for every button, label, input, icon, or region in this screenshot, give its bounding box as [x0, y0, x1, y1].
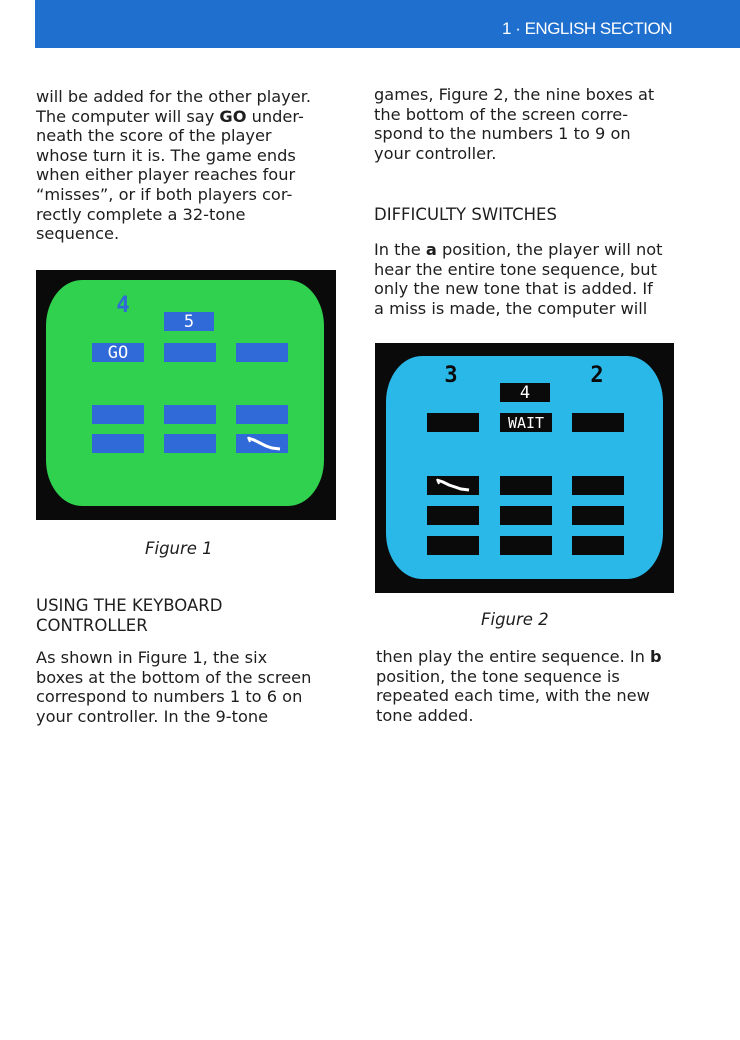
- figure-1-caption: Figure 1: [145, 539, 213, 558]
- figure-2-center-number: 4: [519, 383, 531, 403]
- figure-2-box-row1-right: [572, 413, 624, 432]
- keyboard-controller-paragraph: As shown in Figure 1, the six boxes at the bottom of the screen correspond to numbers 1 to 6 on your controller. In the 9-tone: [36, 648, 312, 726]
- figure-1-image: [36, 270, 336, 520]
- figure-2-box-8: [500, 536, 552, 555]
- difficulty-switches-heading: DIFFICULTY SWITCHES: [374, 205, 557, 224]
- section-header-bar: [35, 0, 740, 48]
- figure-1-center-box: [164, 312, 214, 331]
- figure-2-box-9: [572, 536, 624, 555]
- figure-1-box-row1-center: [164, 343, 216, 362]
- figure-1-center-number: 5: [183, 312, 195, 332]
- figure-2-box-row1-left: [427, 413, 479, 432]
- figure-1-box-row1-right: [236, 343, 288, 362]
- figure-2-score-right: 2: [590, 363, 604, 388]
- figure-1-box-1: [92, 405, 144, 424]
- section-title: 1 · ENGLISH SECTION: [502, 19, 672, 38]
- nine-tone-paragraph: games, Figure 2, the nine boxes at the bottom of the screen corre- spond to the numbers 1 to 9 on your controller.: [374, 85, 655, 163]
- figure-1-box-6: [236, 434, 288, 453]
- touch-icon: [236, 434, 288, 453]
- figure-2-score-left: 3: [444, 363, 458, 388]
- figure-2-image: [375, 343, 674, 593]
- figure-2-box-5: [500, 506, 552, 525]
- figure-1-box-5: [164, 434, 216, 453]
- difficulty-paragraph: In the a position, the player will not hear the entire tone sequence, but only the new tone that is added. If a miss is made, the computer will: [374, 240, 663, 318]
- figure-2-box-2: [500, 476, 552, 495]
- keyboard-controller-heading: USING THE KEYBOARD CONTROLLER: [36, 596, 223, 635]
- touch-icon: [427, 476, 479, 495]
- figure-1-score-left: 4: [116, 293, 130, 318]
- figure-2-wait-label: WAIT: [507, 414, 545, 432]
- sequence-paragraph: then play the entire sequence. In b position, the tone sequence is repeated each time, with the new tone added.: [376, 647, 662, 725]
- figure-2-box-1: [427, 476, 479, 495]
- figure-2-box-6: [572, 506, 624, 525]
- figure-2-screen: [386, 356, 663, 579]
- intro-paragraph: will be added for the other player. The computer will say GO under- neath the score of the player whose turn it is. The game ends when either player reaches four “misses”, or if both players cor- rectly complete a 32-tone sequence.: [36, 87, 312, 244]
- figure-2-center-box: [500, 383, 550, 402]
- figure-2-caption: Figure 2: [481, 610, 549, 629]
- figure-2-wait-box: [500, 413, 552, 432]
- figure-1-box-3: [236, 405, 288, 424]
- figure-1-go-box: [92, 343, 144, 362]
- go-word: GO: [219, 106, 247, 126]
- figure-1-go-label: GO: [107, 343, 129, 363]
- figure-1-box-4: [92, 434, 144, 453]
- figure-2-box-4: [427, 506, 479, 525]
- figure-1-screen: [46, 280, 324, 506]
- figure-2-box-7: [427, 536, 479, 555]
- figure-1-box-2: [164, 405, 216, 424]
- figure-2-box-3: [572, 476, 624, 495]
